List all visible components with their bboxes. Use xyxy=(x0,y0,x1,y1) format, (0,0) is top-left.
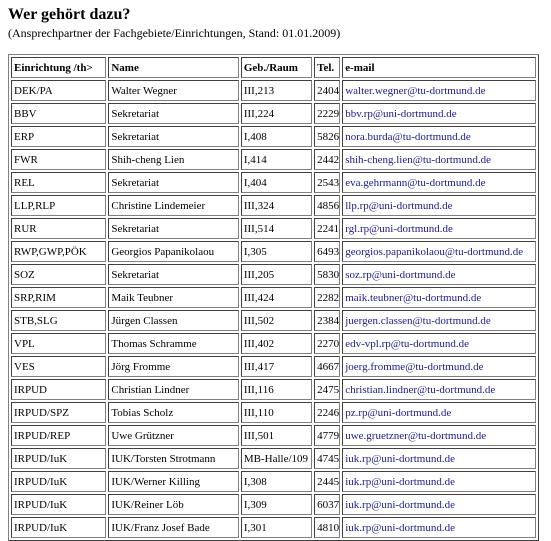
email-link[interactable]: christian.lindner@tu-dortmund.de xyxy=(345,383,496,396)
cell-phone: 2404 xyxy=(314,80,340,101)
cell-room: III,110 xyxy=(241,402,312,423)
cell-email xyxy=(342,195,536,216)
table-row xyxy=(11,103,536,124)
cell-email xyxy=(342,402,536,423)
table-row xyxy=(11,402,536,423)
cell-email xyxy=(342,448,536,469)
table-row xyxy=(11,264,536,285)
table-row xyxy=(11,149,536,170)
cell-name: IUK/Franz Josef Bade xyxy=(108,517,239,538)
cell-room: III,324 xyxy=(241,195,312,216)
cell-phone: 2442 xyxy=(314,149,340,170)
cell-email xyxy=(342,287,536,308)
cell-name: Sekretariat xyxy=(108,172,239,193)
cell-room: I,301 xyxy=(241,517,312,538)
table-header-row xyxy=(11,57,536,78)
cell-email xyxy=(342,517,536,538)
cell-email xyxy=(342,80,536,101)
table-row xyxy=(11,218,536,239)
email-link[interactable]: juergen.classen@tu-dortmund.de xyxy=(345,314,491,327)
cell-name: IUK/Torsten Strotmann xyxy=(108,448,239,469)
contacts-table xyxy=(8,54,539,541)
cell-room: I,414 xyxy=(241,149,312,170)
table-row xyxy=(11,310,536,331)
cell-name: Jörg Fromme xyxy=(108,356,239,377)
table-row xyxy=(11,517,536,538)
cell-name: Sekretariat xyxy=(108,264,239,285)
cell-institution: RUR xyxy=(11,218,106,239)
cell-institution: STB,SLG xyxy=(11,310,106,331)
cell-phone: 4745 xyxy=(314,448,340,469)
page-title: Wer gehört dazu? xyxy=(8,6,131,23)
cell-room: I,305 xyxy=(241,241,312,262)
cell-institution: ERP xyxy=(11,126,106,147)
cell-institution: LLP,RLP xyxy=(11,195,106,216)
cell-room: III,514 xyxy=(241,218,312,239)
email-link[interactable]: edv-vpl.rp@tu-dortmund.de xyxy=(345,337,469,350)
cell-institution: IRPUD/IuK xyxy=(11,494,106,515)
cell-room: III,417 xyxy=(241,356,312,377)
cell-email xyxy=(342,172,536,193)
table-row xyxy=(11,425,536,446)
email-link[interactable]: iuk.rp@uni-dortmund.de xyxy=(345,498,455,511)
cell-email xyxy=(342,126,536,147)
table-row xyxy=(11,333,536,354)
cell-name: IUK/Reiner Löb xyxy=(108,494,239,515)
email-link[interactable]: llp.rp@uni-dortmund.de xyxy=(345,199,453,212)
email-link[interactable]: iuk.rp@uni-dortmund.de xyxy=(345,521,455,534)
cell-name: Maik Teubner xyxy=(108,287,239,308)
page-subtitle: (Ansprechpartner der Fachgebiete/Einrichtungen, Stand: 01.01.2009) xyxy=(8,26,341,40)
email-link[interactable]: soz.rp@uni-dortmund.de xyxy=(345,268,456,281)
cell-room: III,402 xyxy=(241,333,312,354)
email-link[interactable]: joerg.fromme@tu-dortmund.de xyxy=(345,360,484,373)
cell-room: III,224 xyxy=(241,103,312,124)
table-row xyxy=(11,448,536,469)
cell-institution: IRPUD/IuK xyxy=(11,448,106,469)
column-header-name: Name xyxy=(108,57,239,78)
cell-name: Uwe Grützner xyxy=(108,425,239,446)
cell-phone: 2241 xyxy=(314,218,340,239)
cell-email xyxy=(342,264,536,285)
email-link[interactable]: nora.burda@tu-dortmund.de xyxy=(345,130,471,143)
cell-email xyxy=(342,149,536,170)
email-link[interactable]: bbv.rp@uni-dortmund.de xyxy=(345,107,457,120)
email-link[interactable]: uwe.gruetzner@tu-dortmund.de xyxy=(345,429,487,442)
cell-institution: SOZ xyxy=(11,264,106,285)
table-row xyxy=(11,172,536,193)
cell-name: Jürgen Classen xyxy=(108,310,239,331)
cell-name: Sekretariat xyxy=(108,126,239,147)
cell-room: III,501 xyxy=(241,425,312,446)
cell-institution: BBV xyxy=(11,103,106,124)
cell-room: MB-Halle/109 xyxy=(241,448,312,469)
cell-email xyxy=(342,471,536,492)
cell-email xyxy=(342,310,536,331)
cell-room: I,309 xyxy=(241,494,312,515)
cell-name: Shih-cheng Lien xyxy=(108,149,239,170)
cell-email xyxy=(342,103,536,124)
email-link[interactable]: pz.rp@uni-dortmund.de xyxy=(345,406,452,419)
column-header-room: Geb./Raum xyxy=(241,57,312,78)
column-header-email: e-mail xyxy=(342,57,536,78)
email-link[interactable]: rgl.rp@uni-dortmund.de xyxy=(345,222,453,235)
email-link[interactable]: georgios.papanikolaou@tu-dortmund.de xyxy=(345,245,524,258)
cell-name: Christine Lindemeier xyxy=(108,195,239,216)
cell-phone: 5826 xyxy=(314,126,340,147)
cell-room: III,502 xyxy=(241,310,312,331)
cell-phone: 6493 xyxy=(314,241,340,262)
cell-institution: REL xyxy=(11,172,106,193)
cell-institution: VES xyxy=(11,356,106,377)
cell-phone: 2229 xyxy=(314,103,340,124)
table-row xyxy=(11,494,536,515)
cell-room: III,213 xyxy=(241,80,312,101)
cell-institution: IRPUD/SPZ xyxy=(11,402,106,423)
email-link[interactable]: iuk.rp@uni-dortmund.de xyxy=(345,452,455,465)
column-header-phone: Tel. xyxy=(314,57,340,78)
cell-phone: 4779 xyxy=(314,425,340,446)
cell-institution: IRPUD/REP xyxy=(11,425,106,446)
table-row xyxy=(11,80,536,101)
cell-phone: 5830 xyxy=(314,264,340,285)
cell-email xyxy=(342,241,536,262)
cell-name: Georgios Papanikolaou xyxy=(108,241,239,262)
cell-room: III,116 xyxy=(241,379,312,400)
email-link[interactable]: walter.wegner@tu-dortmund.de xyxy=(345,84,486,97)
cell-institution: RWP,GWP,PÖK xyxy=(11,241,106,262)
cell-phone: 4667 xyxy=(314,356,340,377)
column-header-institution: Einrichtung /th> xyxy=(11,57,106,78)
cell-phone: 2282 xyxy=(314,287,340,308)
table-row xyxy=(11,287,536,308)
cell-phone: 4810 xyxy=(314,517,340,538)
cell-name: Sekretariat xyxy=(108,218,239,239)
cell-phone: 2384 xyxy=(314,310,340,331)
cell-name: Sekretariat xyxy=(108,103,239,124)
cell-name: Thomas Schramme xyxy=(108,333,239,354)
cell-email xyxy=(342,379,536,400)
cell-institution: SRP,RIM xyxy=(11,287,106,308)
cell-room: III,424 xyxy=(241,287,312,308)
table-row xyxy=(11,241,536,262)
cell-name: Tobias Scholz xyxy=(108,402,239,423)
email-link[interactable]: eva.gehrmann@tu-dortmund.de xyxy=(345,176,486,189)
cell-phone: 2475 xyxy=(314,379,340,400)
table-row xyxy=(11,356,536,377)
cell-institution: VPL xyxy=(11,333,106,354)
cell-room: I,408 xyxy=(241,126,312,147)
email-link[interactable]: iuk.rp@uni-dortmund.de xyxy=(345,475,455,488)
cell-email xyxy=(342,356,536,377)
cell-room: III,205 xyxy=(241,264,312,285)
cell-name: Walter Wegner xyxy=(108,80,239,101)
cell-room: I,308 xyxy=(241,471,312,492)
cell-room: I,404 xyxy=(241,172,312,193)
cell-phone: 6037 xyxy=(314,494,340,515)
cell-name: Christian Lindner xyxy=(108,379,239,400)
cell-institution: DEK/PA xyxy=(11,80,106,101)
cell-institution: FWR xyxy=(11,149,106,170)
cell-phone: 4856 xyxy=(314,195,340,216)
cell-phone: 2246 xyxy=(314,402,340,423)
table-row xyxy=(11,379,536,400)
email-link[interactable]: maik.teubner@tu-dortmund.de xyxy=(345,291,482,304)
cell-institution: IRPUD xyxy=(11,379,106,400)
cell-phone: 2445 xyxy=(314,471,340,492)
cell-phone: 2270 xyxy=(314,333,340,354)
cell-phone: 2543 xyxy=(314,172,340,193)
cell-email xyxy=(342,425,536,446)
cell-institution: IRPUD/IuK xyxy=(11,517,106,538)
table-body xyxy=(11,80,536,538)
cell-email xyxy=(342,218,536,239)
cell-name: IUK/Werner Killing xyxy=(108,471,239,492)
table-row xyxy=(11,195,536,216)
cell-email xyxy=(342,333,536,354)
table-row xyxy=(11,126,536,147)
table-row xyxy=(11,471,536,492)
email-link[interactable]: shih-cheng.lien@tu-dortmund.de xyxy=(345,153,491,166)
cell-institution: IRPUD/IuK xyxy=(11,471,106,492)
cell-email xyxy=(342,494,536,515)
